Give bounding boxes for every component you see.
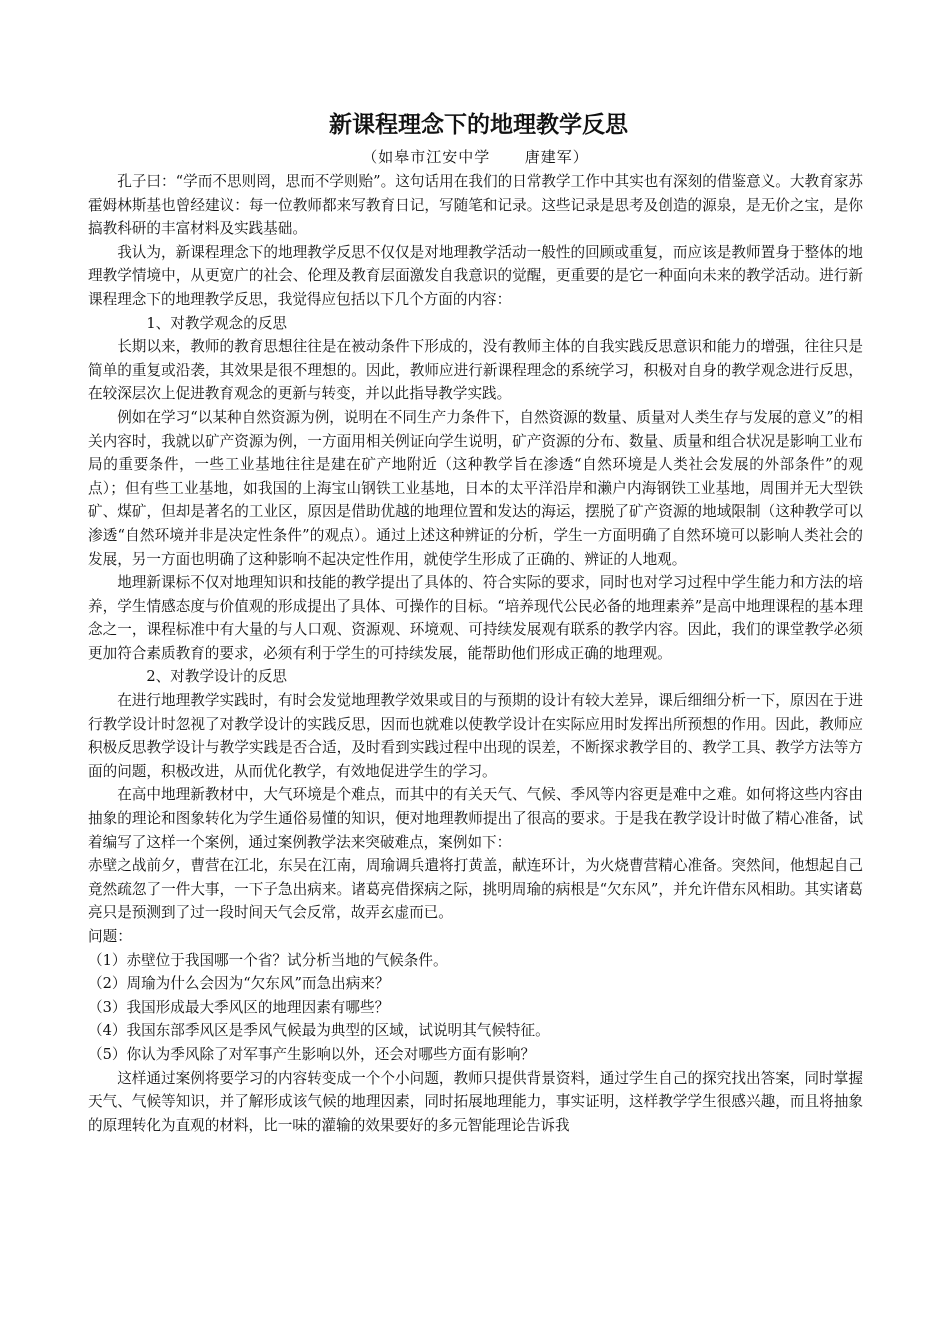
- paragraph-introduction: 我认为，新课程理念下的地理教学反思不仅仅是对地理教学活动一般性的回顾或重复，而应该是教师置身于整体的地理教学情境中，从更宽广的社会、伦理及教育层面激发自我意识的觉醒，更重要的是它一种面向未来的教学活动。进行新课程理念下的地理教学反思，我觉得应包括以下几个方面的内容：: [88, 243, 863, 308]
- paragraph-confucius-quote: 孔子曰：“学而不思则罔，思而不学则贻”。这句话用在我们的日常教学工作中其实也有深刻的借鉴意义。大教育家苏霍姆林斯基也曾经建议：每一位教师都来写教育日记，写随笔和记录。这些记录是思考及创造的源泉，是无价之宝，是你搞教科研的丰富材料及实践基础。: [88, 173, 863, 238]
- paragraph-atmosphere-difficulty: 在高中地理新教材中，大气环境是个难点，而其中的有关天气、气候、季风等内容更是难中之难。如何将这些内容由抽象的理论和图象转化为学生通俗易懂的知识，便对地理教师提出了很高的要求。于是我在教学设计时做了精心准备，试着编写了这样一个案例，通过案例教学法来突破难点，案例如下：: [88, 786, 863, 851]
- questions-label: 问题：: [88, 928, 132, 945]
- paragraph-case-method-conclusion: 这样通过案例将要学习的内容转变成一个个小问题，教师只提供背景资料，通过学生自己的探究找出答案，同时掌握天气、气候等知识，并了解形成该气候的地理因素，同时拓展地理能力，事实证明，这样教学学生很感兴趣，而且将抽象的原理转化为直观的材料，比一味的灌输的效果要好的多元智能理论告诉我: [88, 1069, 863, 1134]
- paragraph-case-study-chibi: 赤壁之战前夕，曹营在江北，东吴在江南，周瑜调兵遣将打黄盖，献连环计，为火烧曹营精心准备。突然间，他想起自己竟然疏忽了一件大事，一下子急出病来。诸葛亮借探病之际，挑明周瑜的病根是“欠东风”，并允许借东风相助。其实诸葛亮只是预测到了过一段时间天气会反常，故弄玄虚而已。: [88, 857, 863, 922]
- paragraph-curriculum-standards: 地理新课标不仅对地理知识和技能的教学提出了具体的、符合实际的要求，同时也对学习过程中学生能力和方法的培养，学生情感态度与价值观的形成提出了具体、可操作的目标。“培养现代公民必备的地理素养”是高中地理课程的基本理念之一，课程标准中有大量的与人口观、资源观、环境观、可持续发展观有联系的教学内容。因此，我们的课堂教学必须更加符合素质教育的要求，必须有利于学生的可持续发展，能帮助他们形成正确的地理观。: [88, 574, 863, 662]
- section-heading-teaching-design: 2、对教学设计的反思: [146, 668, 288, 686]
- question-item: （2）周瑜为什么会因为“欠东风”而急出病来？: [88, 975, 390, 993]
- section-heading-teaching-concepts: 1、对教学观念的反思: [146, 314, 288, 332]
- document-body: [88, 170, 863, 1137]
- document-page: [88, 108, 863, 1137]
- paragraph-teaching-concepts: 长期以来，教师的教育思想往往是在被动条件下形成的，没有教师主体的自我实践反思意识和能力的增强，往往只是简单的重复或沿袭，其效果是很不理想的。因此，教师应进行新课程理念的系统学习，积极对自身的教学观念进行反思，在较深层次上促进教育观念的更新与转变，并以此指导教学实践。: [88, 338, 863, 403]
- question-item: （1）赤壁位于我国哪一个省？试分析当地的气候条件。: [88, 951, 448, 969]
- paragraph-mineral-resources-example: 例如在学习“以某种自然资源为例，说明在不同生产力条件下，自然资源的数量、质量对人类生存与发展的意义”的相关内容时，我就以矿产资源为例，一方面用相关例证向学生说明，矿产资源的分布、数量、质量和组合状况是影响工业布局的重要条件，一些工业基地往往是建在矿产地附近（这种教学旨在渗透“自然环境是人类社会发展的外部条件”的观点）；但有些工业基地，如我国的上海宝山钢铁工业基地，日本的太平洋沿岸和濑户内海钢铁工业基地，周围并无大型铁矿、煤矿，但却是著名的工业区，原因是借助优越的地理位置和发达的海运，摆脱了矿产资源的地域限制（这种教学可以渗透“自然环境并非是决定性条件”的观点）。通过上述这种辨证的分析，学生一方面明确了自然环境可以影响人类社会的发展，另一方面也明确了这种影响不起决定性作用，就使学生形成了正确的、辨证的人地观。: [88, 408, 863, 568]
- author-byline: （如皋市江安中学 唐建军）: [362, 148, 589, 166]
- question-item: （4）我国东部季风区是季风气候最为典型的区域，试说明其气候特征。: [88, 1022, 550, 1040]
- question-item: （3）我国形成最大季风区的地理因素有哪些？: [88, 998, 390, 1016]
- paragraph-teaching-design: 在进行地理教学实践时，有时会发觉地理教学效果或目的与预期的设计有较大差异，课后细细分析一下，原因在于进行教学设计时忽视了对教学设计的实践反思，因而也就难以使教学设计在实际应用时发挥出所预想的作用。因此，教师应积极反思教学设计与教学实践是否合适，及时看到实践过程中出现的误差，不断探求教学目的、教学工具、教学方法等方面的问题，积极改进，从而优化教学，有效地促进学生的学习。: [88, 692, 863, 780]
- question-item: （5）你认为季风除了对军事产生影响以外，还会对哪些方面有影响？: [88, 1045, 536, 1063]
- document-title: 新课程理念下的地理教学反思: [329, 112, 628, 138]
